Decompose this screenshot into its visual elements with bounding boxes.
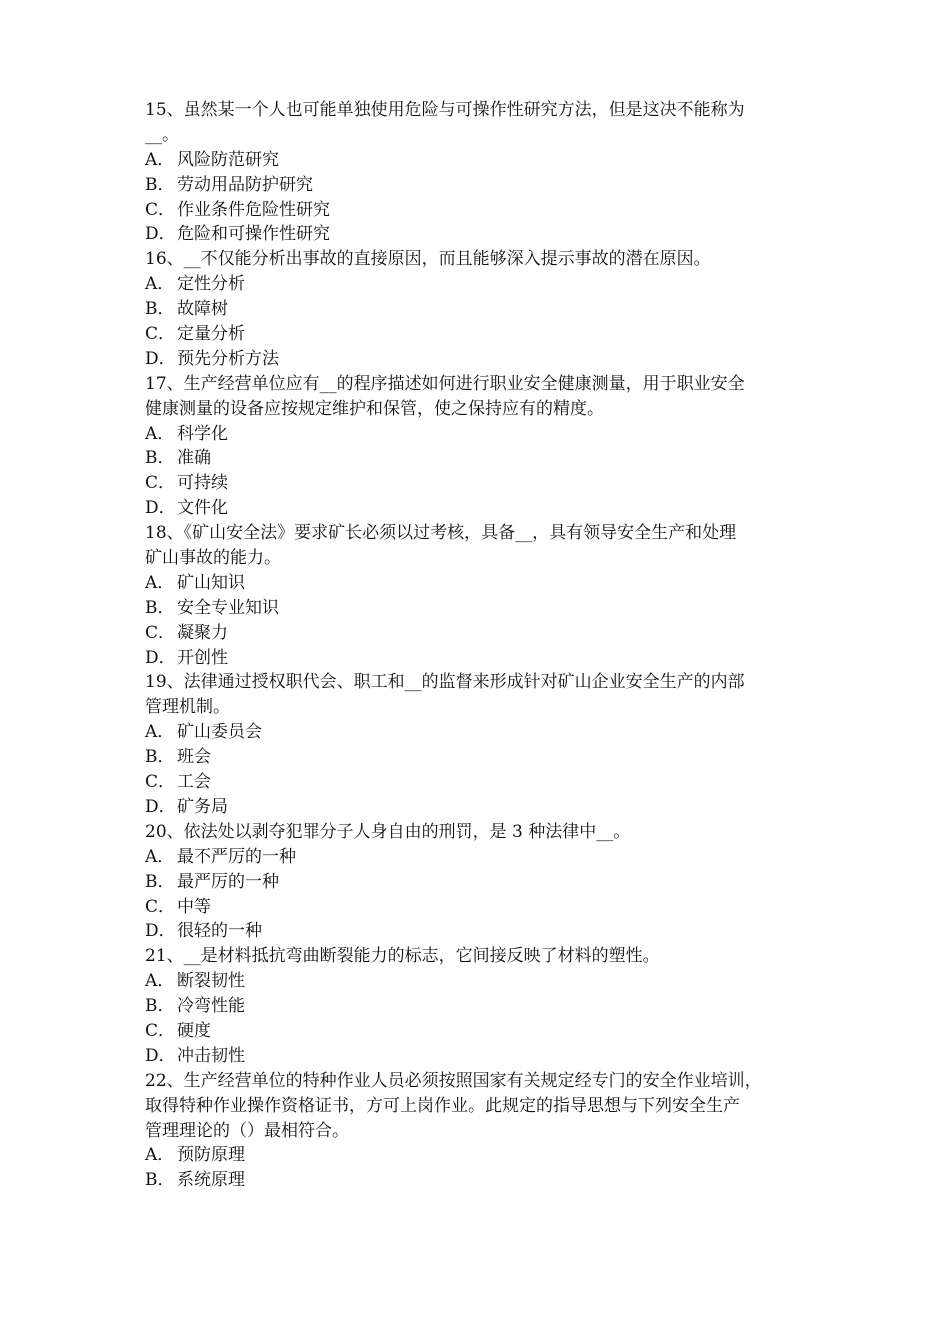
option-letter: A． — [145, 423, 175, 444]
option-letter: C． — [145, 324, 176, 345]
question-text-line: 管理理论的（）最相符合。 — [145, 1120, 349, 1141]
option-text: 矿山知识 — [177, 572, 245, 593]
answer-option — [145, 496, 817, 521]
option-text: 风险防范研究 — [177, 149, 279, 170]
option-letter: A． — [145, 722, 175, 743]
option-letter: D． — [145, 796, 176, 817]
answer-option — [145, 745, 817, 770]
option-text: 矿务局 — [177, 796, 228, 817]
option-letter: A． — [145, 971, 175, 992]
question-text-line: 15、虽然某一个人也可能单独使用危险与可操作性研究方法，但是这决不能称为 — [145, 100, 745, 120]
option-text: 故障树 — [177, 299, 228, 320]
question-text-line: 管理机制。 — [145, 697, 230, 718]
document-page — [145, 98, 817, 1193]
answer-option — [145, 646, 817, 671]
option-text: 预先分析方法 — [177, 348, 279, 369]
answer-option — [145, 347, 817, 372]
answer-option — [145, 845, 817, 870]
answer-option — [145, 1168, 817, 1193]
option-letter: B． — [145, 174, 175, 195]
question-text-line: 矿山事故的能力。 — [145, 548, 281, 569]
answer-option — [145, 919, 817, 944]
option-text: 工会 — [177, 772, 211, 793]
answer-option — [145, 446, 817, 471]
option-text: 科学化 — [177, 423, 228, 444]
option-letter: C． — [145, 896, 176, 917]
answer-option — [145, 322, 817, 347]
question-block — [145, 247, 817, 371]
option-text: 可持续 — [177, 473, 228, 494]
option-letter: B． — [145, 299, 175, 320]
answer-option — [145, 272, 817, 297]
question-text-line: 18、《矿山安全法》要求矿长必须以过考核，具备__，具有领导安全生产和处理 — [145, 523, 737, 544]
option-letter: C． — [145, 1020, 176, 1041]
option-text: 冷弯性能 — [177, 996, 245, 1017]
question-block — [145, 521, 817, 670]
question-block — [145, 1069, 817, 1193]
option-text: 硬度 — [177, 1020, 211, 1041]
question-block — [145, 670, 817, 819]
option-letter: A． — [145, 1145, 175, 1166]
option-letter: A． — [145, 846, 175, 867]
option-letter: A． — [145, 572, 175, 593]
question-block — [145, 944, 817, 1068]
question-text-line: 健康测量的设备应按规定维护和保管，使之保持应有的精度。 — [145, 398, 604, 419]
question-text-line: 19、法律通过授权职代会、职工和__的监督来形成针对矿山企业安全生产的内部 — [145, 672, 745, 693]
answer-option — [145, 1143, 817, 1168]
option-letter: A． — [145, 149, 175, 170]
answer-option — [145, 770, 817, 795]
question-text-line: 21、__是材料抵抗弯曲断裂能力的标志，它间接反映了材料的塑性。 — [145, 946, 660, 967]
option-letter: A． — [145, 274, 175, 295]
question-text-line: __。 — [145, 124, 179, 145]
option-text: 断裂韧性 — [177, 971, 245, 992]
answer-option — [145, 969, 817, 994]
option-letter: D． — [145, 224, 176, 245]
option-text: 安全专业知识 — [177, 597, 279, 618]
option-text: 作业条件危险性研究 — [177, 199, 330, 220]
question-text-line: 16、__不仅能分析出事故的直接原因，而且能够深入提示事故的潜在原因。 — [145, 249, 711, 270]
option-letter: B． — [145, 448, 175, 469]
option-text: 危险和可操作性研究 — [177, 224, 330, 245]
option-letter: B． — [145, 1170, 175, 1191]
answer-option — [145, 596, 817, 621]
option-letter: B． — [145, 871, 175, 892]
question-text-line: 17、生产经营单位应有__的程序描述如何进行职业安全健康测量，用于职业安全 — [145, 373, 745, 394]
answer-option — [145, 621, 817, 646]
answer-option — [145, 720, 817, 745]
option-letter: D． — [145, 498, 176, 519]
answer-option — [145, 1044, 817, 1069]
option-letter: C． — [145, 772, 176, 793]
option-text: 系统原理 — [177, 1170, 245, 1191]
option-letter: C． — [145, 473, 176, 494]
option-text: 最严厉的一种 — [177, 871, 279, 892]
answer-option — [145, 173, 817, 198]
option-text: 班会 — [177, 747, 211, 768]
option-text: 凝聚力 — [177, 622, 228, 643]
option-text: 准确 — [177, 448, 211, 469]
answer-option — [145, 571, 817, 596]
option-text: 定性分析 — [177, 274, 245, 295]
option-text: 中等 — [177, 896, 211, 917]
option-letter: B． — [145, 996, 175, 1017]
answer-option — [145, 198, 817, 223]
answer-option — [145, 1019, 817, 1044]
option-letter: D． — [145, 921, 176, 942]
question-block — [145, 98, 817, 247]
answer-option — [145, 895, 817, 920]
question-text-line: 20、依法处以剥夺犯罪分子人身自由的刑罚，是 3 种法律中__。 — [145, 821, 631, 842]
option-letter: C． — [145, 199, 176, 220]
answer-option — [145, 994, 817, 1019]
question-block — [145, 820, 817, 944]
option-letter: D． — [145, 647, 176, 668]
question-text-line: 取得特种作业操作资格证书，方可上岗作业。此规定的指导思想与下列安全生产 — [145, 1095, 740, 1116]
answer-option — [145, 422, 817, 447]
option-text: 开创性 — [177, 647, 228, 668]
answer-option — [145, 471, 817, 496]
answer-option — [145, 297, 817, 322]
option-letter: D． — [145, 348, 176, 369]
option-text: 劳动用品防护研究 — [177, 174, 313, 195]
question-block — [145, 372, 817, 521]
option-letter: C． — [145, 622, 176, 643]
option-letter: B． — [145, 597, 175, 618]
option-text: 最不严厉的一种 — [177, 846, 296, 867]
option-text: 文件化 — [177, 498, 228, 519]
option-text: 冲击韧性 — [177, 1045, 245, 1066]
option-letter: D． — [145, 1045, 176, 1066]
answer-option — [145, 795, 817, 820]
answer-option — [145, 222, 817, 247]
option-text: 预防原理 — [177, 1145, 245, 1166]
answer-option — [145, 870, 817, 895]
question-text-line: 22、生产经营单位的特种作业人员必须按照国家有关规定经专门的安全作业培训， — [145, 1070, 762, 1091]
answer-option — [145, 148, 817, 173]
option-letter: B． — [145, 747, 175, 768]
option-text: 很轻的一种 — [177, 921, 262, 942]
option-text: 矿山委员会 — [177, 722, 262, 743]
option-text: 定量分析 — [177, 324, 245, 345]
